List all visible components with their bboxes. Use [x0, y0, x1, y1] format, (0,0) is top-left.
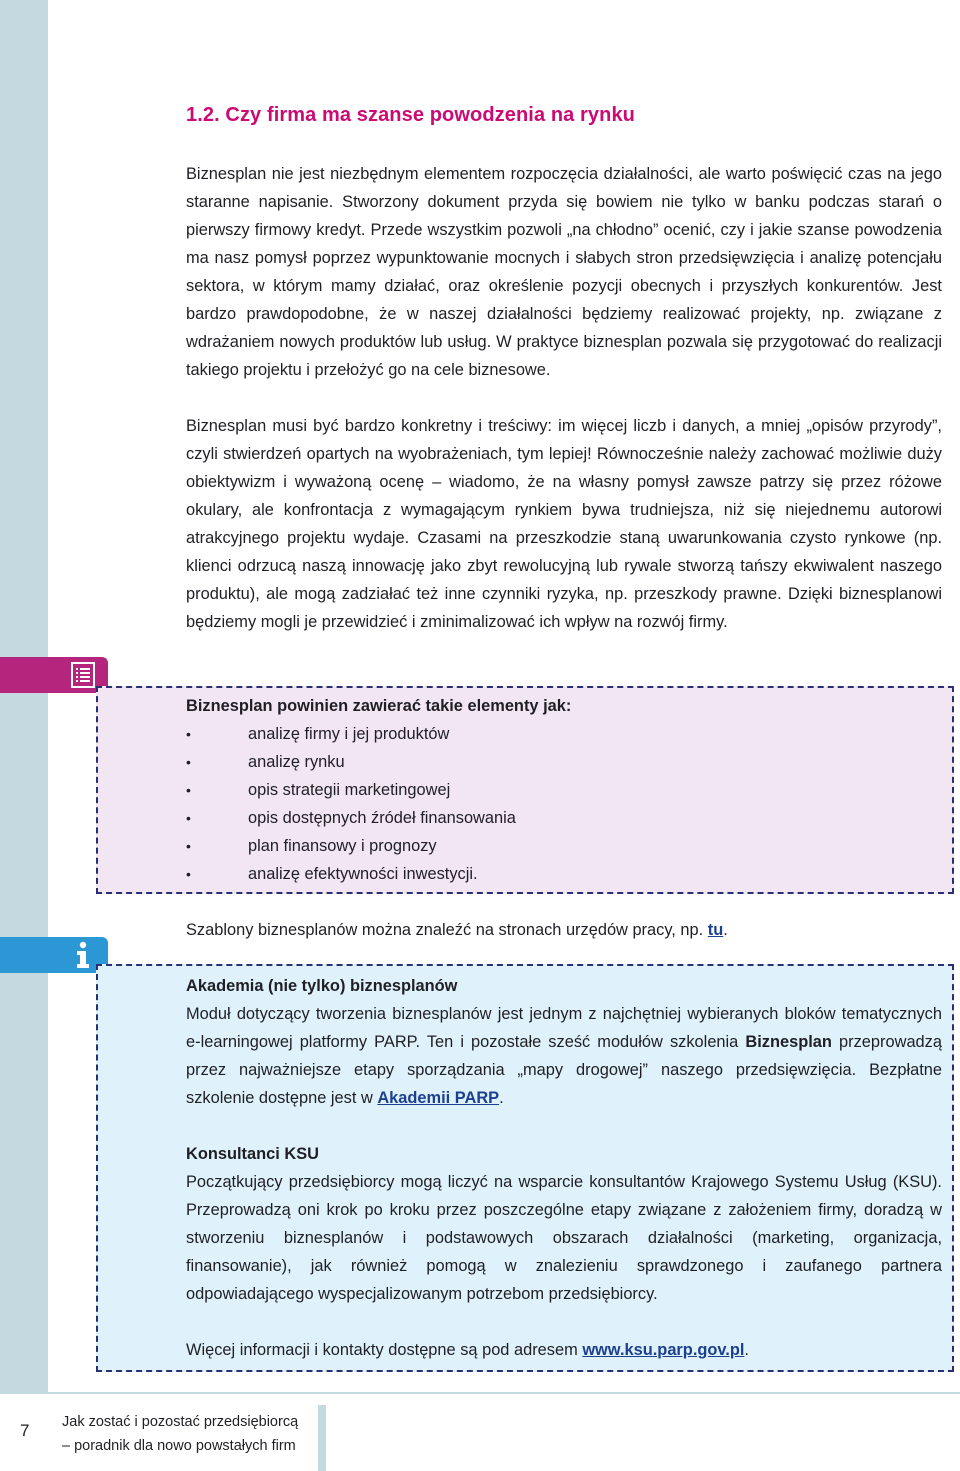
ksu-website-link[interactable]: www.ksu.parp.gov.pl	[582, 1341, 745, 1359]
more-info-line	[186, 1336, 942, 1364]
side-decoration-bar	[0, 0, 48, 1392]
list-item: • analizę efektywności inwestycji.	[186, 860, 516, 888]
templates-note	[186, 916, 728, 944]
intro-paragraph: Biznesplan nie jest niezbędnym elementem rozpoczęcia działalności, ale warto poświęcić czas na jego staranne napisanie. Stworzony dokument przyda się bowiem nie tylko w banku podczas starań o pierwszy firmowy kredyt. Przede wszystkim pozwoli „na chłodno” ocenić, czy i jakie szanse powodzenia ma nasz pomysł poprzez wypunktowanie mocnych i słabych stron przedsięwzięcia i analizę potencjału sektora, w którym mamy działać, oraz określenie pozycji obecnych i przyszłych konkurentów. Jest bardzo prawdopodobne, że w naszej działalności będziemy realizować projekty, np. związane z wdrażaniem nowych produktów lub usług. W praktyce biznesplan pozwala się przygotować do realizacji takiego projektu i przełożyć go na cele biznesowe.	[186, 165, 942, 379]
ksu-text: Początkujący przedsiębiorcy mogą liczyć na wsparcie konsultantów Krajowego Systemu Usług (KSU). Przeprowadzą oni krok po kroku przez poszczególne etapy związane z założeniem firmy, doradzą w stworzeniu biznesplanów i podstawowych obszarach działalności (marketing, organizacja, finansowanie), jak również pomogą w znalezieniu sprawdzonego i zaufanego partnera odpowiadającego wyspecjalizowanym potrzebom przedsiębiorcy.	[186, 1173, 942, 1303]
concreteness-paragraph: Biznesplan musi być bardzo konkretny i treściwy: im więcej liczb i danych, a mniej „opisów przyrody”, czyli stwierdzeń opartych na wyobrażeniach, tym lepiej! Równocześnie należy zachować możliwie duży obiektywizm i wyważoną ocenę – wiadomo, że na własny pomysł zawsze patrzy się przez różowe okulary, ale konfrontacja z wymagającym rynkiem bywa trudniejsza, niż się niejednemu autorowi atrakcyjnego projektu wydaje. Czasami na przeszkodzie staną uwarunkowania czysto rynkowe (np. klienci odrzucą naszą innowację jako zbyt rewolucyjną lub rywale stworzą tańszy ekwiwalent naszego produktu), ale mogą zadziałać też inne czynniki ryzyka, np. przeszkody prawne. Dzięki biznesplanowi będziemy mogli je przewidzieć i zminimalizować ich wpływ na rozwój firmy.	[186, 417, 942, 631]
footer-title-line1: Jak zostać i pozostać przedsiębiorcą	[62, 1414, 299, 1430]
akademia-title: Akademia (nie tylko) biznesplanów	[186, 977, 458, 995]
more-info-end: .	[744, 1341, 749, 1359]
checklist-title: Biznesplan powinien zawierać takie elementy jak:	[186, 697, 572, 715]
checklist-banner-strip	[0, 657, 58, 693]
akademia-parp-link[interactable]: Akademii PARP	[377, 1089, 500, 1107]
section-heading: 1.2. Czy firma ma szanse powodzenia na rynku	[186, 104, 635, 126]
page-number: 7	[20, 1421, 30, 1440]
list-item: • opis dostępnych źródeł finansowania	[186, 804, 516, 832]
list-item: • analizę firmy i jej produktów	[186, 720, 516, 748]
templates-end: .	[723, 921, 728, 939]
checklist-icon	[70, 662, 96, 688]
templates-link[interactable]: tu	[707, 921, 724, 939]
list-item: • plan finansowy i prognozy	[186, 832, 516, 860]
info-banner-strip	[0, 937, 58, 973]
list-item: • opis strategii marketingowej	[186, 776, 516, 804]
footer-decoration-bar	[318, 1405, 326, 1471]
templates-text: Szablony biznesplanów można znaleźć na stronach urzędów pracy, np.	[186, 921, 704, 939]
info-icon	[72, 941, 94, 969]
more-info-text: Więcej informacji i kontakty dostępne są pod adresem	[186, 1341, 578, 1359]
akademia-end: .	[499, 1089, 504, 1107]
list-item: • analizę rynku	[186, 748, 516, 776]
footer-divider	[0, 1392, 960, 1394]
biznesplan-bold: Biznesplan	[745, 1033, 832, 1051]
akademia-text-part2: przeprowadzą przez najważniejsze etapy sporządzania „mapy drogowej” naszego przedsięwzięcia. Bezpłatne szkolenie dostępne jest w	[186, 1033, 942, 1107]
footer-title-line2: – poradnik dla nowo powstałych firm	[62, 1438, 296, 1454]
checklist-items	[186, 720, 516, 888]
akademia-text-part1: Moduł dotyczący tworzenia biznesplanów jest jednym z najchętniej wybieranych bloków tematycznych e-learningowej platformy PARP. Ten i pozostałe sześć modułów szkolenia	[186, 1005, 942, 1051]
ksu-title: Konsultanci KSU	[186, 1145, 319, 1163]
footer-title	[62, 1410, 302, 1458]
akademia-text	[186, 1000, 942, 1112]
